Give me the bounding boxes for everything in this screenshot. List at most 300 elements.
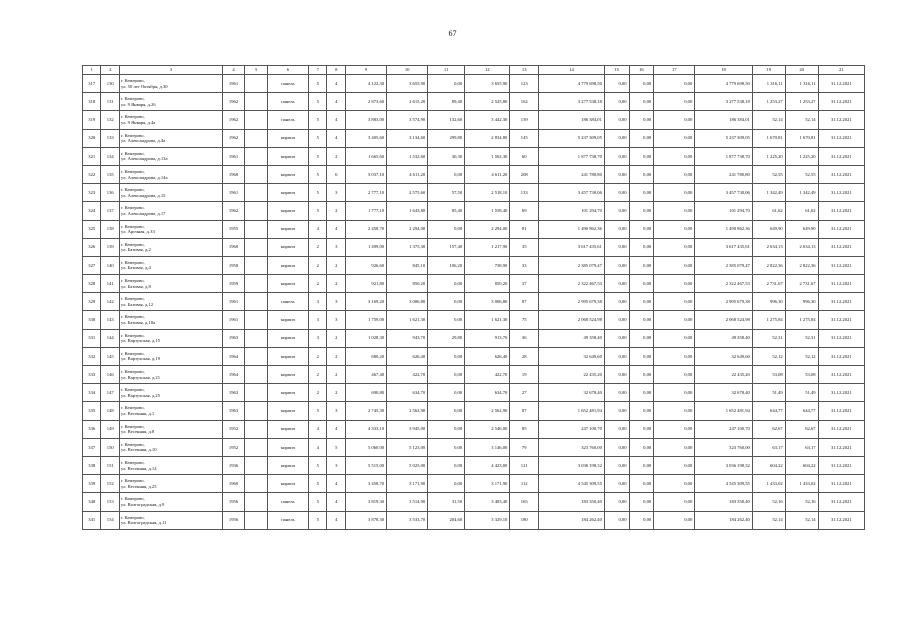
cell-floors: 3 bbox=[309, 293, 327, 311]
cell-living-area: 1 621,30 bbox=[387, 311, 428, 329]
cell-cost-total: 183 350,40 bbox=[539, 493, 605, 511]
table-row bbox=[83, 384, 865, 402]
cell-floors: 5 bbox=[309, 402, 327, 420]
cell-cost-total: 186 384,01 bbox=[539, 111, 605, 129]
cell-deadline-date: 31.12.2021 bbox=[818, 184, 864, 202]
cell-cost-col-17: 0,00 bbox=[654, 220, 695, 238]
cell-cost-col-18: 3 036 198,32 bbox=[695, 456, 753, 474]
cell-cost-col-16: 0,00 bbox=[629, 438, 654, 456]
cell-cost-col-18: 32 649,60 bbox=[695, 347, 753, 365]
cell-unit-cost-20: 52,12 bbox=[785, 347, 818, 365]
cell-unit-cost-20: 61,62 bbox=[785, 202, 818, 220]
cell-residents: 133 bbox=[510, 184, 539, 202]
cell-total-area: 3 878,30 bbox=[345, 511, 386, 529]
cell-col-5 bbox=[245, 220, 268, 238]
cell-cost-total: 22 435,20 bbox=[539, 366, 605, 384]
address-city: г. Кемерово, bbox=[120, 114, 145, 120]
page-number: 67 bbox=[448, 29, 457, 38]
cell-col-5 bbox=[245, 511, 268, 529]
cell-residential-area: 3 006,80 bbox=[465, 293, 510, 311]
address-street: ул. Варзухская, д.19 bbox=[120, 356, 161, 362]
cell-unit-cost-19: 2 822,36 bbox=[752, 256, 785, 274]
cell-floors: 2 bbox=[309, 238, 327, 256]
cell-col-5 bbox=[245, 402, 268, 420]
cell-wall-material: кирпич bbox=[267, 438, 308, 456]
cell-total-area: 4 122,30 bbox=[345, 75, 386, 93]
cell-cost-col-15: 0,00 bbox=[604, 384, 629, 402]
cell-total-area: 1 499,00 bbox=[345, 238, 386, 256]
cell-address bbox=[119, 147, 222, 165]
cell-row-number: 331 bbox=[83, 329, 101, 347]
cell-cost-total: 241 780,80 bbox=[539, 165, 605, 183]
address-street: ул. Арочная, д.33 bbox=[120, 229, 155, 235]
cell-address bbox=[119, 366, 222, 384]
cell-unit-cost-20: 644,77 bbox=[785, 402, 818, 420]
cell-living-area: 2 562,90 bbox=[387, 402, 428, 420]
cell-cost-col-17: 0,00 bbox=[654, 238, 695, 256]
cell-cost-col-15: 0,00 bbox=[604, 111, 629, 129]
housing-register-table bbox=[82, 65, 865, 530]
cell-wall-material: кирпич bbox=[267, 384, 308, 402]
cell-cost-total: 2 995 679,38 bbox=[539, 293, 605, 311]
cell-total-area: 921,80 bbox=[345, 275, 386, 293]
cell-cost-col-15: 0,00 bbox=[604, 347, 629, 365]
cell-residential-area: 422,70 bbox=[465, 366, 510, 384]
cell-living-area: 5 123,00 bbox=[387, 438, 428, 456]
cell-floors: 2 bbox=[309, 275, 327, 293]
cell-unit-cost-19: 1 670,81 bbox=[752, 129, 785, 147]
cell-cost-total: 247 100,70 bbox=[539, 420, 605, 438]
cell-cost-col-17: 0,00 bbox=[654, 75, 695, 93]
cell-total-area: 2 745,30 bbox=[345, 402, 386, 420]
cell-row-number: 334 bbox=[83, 384, 101, 402]
cell-unit-cost-19: 51,49 bbox=[752, 384, 785, 402]
cell-object-id: 148 bbox=[101, 402, 119, 420]
cell-residents: 81 bbox=[510, 220, 539, 238]
address-city: г. Кемерово, bbox=[120, 168, 145, 174]
cell-cost-col-15: 0,00 bbox=[604, 475, 629, 493]
cell-entrances: 4 bbox=[327, 93, 345, 111]
cell-build-year: 1968 bbox=[222, 165, 245, 183]
cell-cost-col-15: 0,00 bbox=[604, 238, 629, 256]
cell-unit-cost-20: 2 634,13 bbox=[785, 238, 818, 256]
cell-floors: 5 bbox=[309, 75, 327, 93]
table-row bbox=[83, 111, 865, 129]
cell-entrances: 3 bbox=[327, 184, 345, 202]
cell-deadline-date: 31.12.2021 bbox=[818, 238, 864, 256]
cell-col-5 bbox=[245, 184, 268, 202]
cell-cost-col-17: 0,00 bbox=[654, 456, 695, 474]
cell-residential-area: 3 442,30 bbox=[465, 111, 510, 129]
address-city: г. Кемерово, bbox=[120, 96, 145, 102]
address-street: ул. Варзухская, д.21 bbox=[120, 374, 161, 380]
cell-residents: 165 bbox=[510, 493, 539, 511]
cell-cost-total: 32 678,40 bbox=[539, 384, 605, 402]
cell-row-number: 325 bbox=[83, 220, 101, 238]
cell-unit-cost-19: 52,14 bbox=[752, 111, 785, 129]
address-street: ул. Волгоградская, д.11 bbox=[120, 520, 167, 526]
cell-object-id: 142 bbox=[101, 293, 119, 311]
address-city: г. Кемерово, bbox=[120, 478, 145, 484]
cell-entrances: 2 bbox=[327, 256, 345, 274]
cell-object-id: 152 bbox=[101, 475, 119, 493]
cell-entrances: 6 bbox=[327, 165, 345, 183]
address-street: ул. Весенняя, д.10 bbox=[120, 447, 157, 453]
cell-build-year: 1964 bbox=[222, 347, 245, 365]
cell-cost-col-16: 0,00 bbox=[629, 475, 654, 493]
cell-cost-col-18: 183 350,40 bbox=[695, 493, 753, 511]
cell-col-5 bbox=[245, 293, 268, 311]
address-city: г. Кемерово, bbox=[120, 514, 145, 520]
cell-unit-cost-19: 61,62 bbox=[752, 202, 785, 220]
table-row bbox=[83, 129, 865, 147]
cell-cost-col-15: 0,00 bbox=[604, 438, 629, 456]
cell-total-area: 5 515,00 bbox=[345, 456, 386, 474]
cell-cost-col-17: 0,00 bbox=[654, 347, 695, 365]
cell-wall-material: кирпич bbox=[267, 129, 308, 147]
cell-wall-material: кирпич bbox=[267, 475, 308, 493]
cell-cost-col-15: 0,00 bbox=[604, 165, 629, 183]
cell-cost-col-16: 0,00 bbox=[629, 256, 654, 274]
cell-nonliving-area: 0,00 bbox=[428, 311, 465, 329]
cell-address bbox=[119, 202, 222, 220]
cell-build-year: 1952 bbox=[222, 420, 245, 438]
cell-unit-cost-20: 604,22 bbox=[785, 456, 818, 474]
cell-cost-col-18: 1 877 738,70 bbox=[695, 147, 753, 165]
cell-residential-area: 2 562,90 bbox=[465, 402, 510, 420]
cell-deadline-date: 31.12.2021 bbox=[818, 347, 864, 365]
cell-row-number: 322 bbox=[83, 165, 101, 183]
cell-residents: 27 bbox=[510, 384, 539, 402]
cell-col-5 bbox=[245, 275, 268, 293]
cell-object-id: 132 bbox=[101, 111, 119, 129]
cell-cost-col-16: 0,00 bbox=[629, 275, 654, 293]
cell-cost-col-16: 0,00 bbox=[629, 347, 654, 365]
address-city: г. Кемерово, bbox=[120, 296, 145, 302]
cell-address bbox=[119, 329, 222, 347]
cell-row-number: 339 bbox=[83, 475, 101, 493]
address-city: г. Кемерово, bbox=[120, 496, 145, 502]
column-number-2: 2 bbox=[101, 66, 119, 75]
cell-address bbox=[119, 511, 222, 529]
cell-living-area: 2 294,00 bbox=[387, 220, 428, 238]
table-row bbox=[83, 147, 865, 165]
cell-cost-col-17: 0,00 bbox=[654, 129, 695, 147]
cell-address bbox=[119, 256, 222, 274]
column-number-6: 6 bbox=[267, 66, 308, 75]
cell-residential-area: 2 294,00 bbox=[465, 220, 510, 238]
address-street: ул. Александрова, д.17 bbox=[120, 210, 166, 216]
cell-cost-col-18: 186 384,01 bbox=[695, 111, 753, 129]
cell-build-year: 1964 bbox=[222, 366, 245, 384]
cell-total-area: 1 665,60 bbox=[345, 147, 386, 165]
address-street: ул. Базовая, д.18а bbox=[120, 320, 156, 326]
cell-build-year: 1956 bbox=[222, 493, 245, 511]
table-row bbox=[83, 347, 865, 365]
cell-cost-col-17: 0,00 bbox=[654, 366, 695, 384]
address-city: г. Кемерово, bbox=[120, 459, 145, 465]
cell-nonliving-area: 0,00 bbox=[428, 402, 465, 420]
cell-deadline-date: 31.12.2021 bbox=[818, 293, 864, 311]
cell-deadline-date: 31.12.2021 bbox=[818, 420, 864, 438]
cell-cost-col-18: 1 490 862,36 bbox=[695, 220, 753, 238]
cell-nonliving-area: 0,00 bbox=[428, 347, 465, 365]
cell-col-5 bbox=[245, 202, 268, 220]
cell-nonliving-area: 30,30 bbox=[428, 147, 465, 165]
cell-total-area: 3 169,20 bbox=[345, 293, 386, 311]
cell-unit-cost-20: 1 225,20 bbox=[785, 147, 818, 165]
cell-unit-cost-20: 1 316,11 bbox=[785, 75, 818, 93]
cell-build-year: 1936 bbox=[222, 456, 245, 474]
cell-unit-cost-19: 63,17 bbox=[752, 438, 785, 456]
cell-col-5 bbox=[245, 311, 268, 329]
cell-object-id: 154 bbox=[101, 511, 119, 529]
cell-total-area: 1 759,00 bbox=[345, 311, 386, 329]
cell-build-year: 1962 bbox=[222, 129, 245, 147]
cell-residents: 139 bbox=[510, 111, 539, 129]
table-row bbox=[83, 493, 865, 511]
cell-floors: 2 bbox=[309, 384, 327, 402]
cell-residents: 85 bbox=[510, 420, 539, 438]
cell-unit-cost-19: 604,22 bbox=[752, 456, 785, 474]
cell-entrances: 3 bbox=[327, 293, 345, 311]
cell-total-area: 2 458,70 bbox=[345, 220, 386, 238]
cell-residential-area: 850,20 bbox=[465, 275, 510, 293]
cell-living-area: 3 006,80 bbox=[387, 293, 428, 311]
cell-cost-col-18: 1 652 481,94 bbox=[695, 402, 753, 420]
cell-residential-area: 3 483,40 bbox=[465, 493, 510, 511]
cell-living-area: 3 171,90 bbox=[387, 475, 428, 493]
cell-cost-col-17: 0,00 bbox=[654, 293, 695, 311]
cell-deadline-date: 31.12.2021 bbox=[818, 202, 864, 220]
column-number-1: 1 bbox=[83, 66, 101, 75]
cell-nonliving-area: 0,00 bbox=[428, 420, 465, 438]
cell-residential-area: 2 546,00 bbox=[465, 420, 510, 438]
cell-cost-col-15: 0,00 bbox=[604, 311, 629, 329]
cell-residential-area: 913,70 bbox=[465, 329, 510, 347]
cell-address bbox=[119, 456, 222, 474]
address-street: ул. Базовая, д.12 bbox=[120, 301, 154, 307]
cell-cost-col-18: 247 100,70 bbox=[695, 420, 753, 438]
cell-build-year: 1956 bbox=[222, 511, 245, 529]
cell-floors: 2 bbox=[309, 256, 327, 274]
cell-wall-material: панель bbox=[267, 111, 308, 129]
cell-nonliving-area: 0,00 bbox=[428, 293, 465, 311]
cell-row-number: 328 bbox=[83, 275, 101, 293]
cell-unit-cost-20: 52,14 bbox=[785, 511, 818, 529]
cell-col-5 bbox=[245, 329, 268, 347]
cell-residential-area: 4 423,00 bbox=[465, 456, 510, 474]
cell-cost-total: 3 457 730,06 bbox=[539, 184, 605, 202]
column-number-7: 7 bbox=[309, 66, 327, 75]
address-street: ул. Варзухская, д.15 bbox=[120, 338, 161, 344]
cell-build-year: 1961 bbox=[222, 75, 245, 93]
cell-wall-material: кирпич bbox=[267, 402, 308, 420]
cell-entrances: 4 bbox=[327, 111, 345, 129]
cell-row-number: 318 bbox=[83, 93, 101, 111]
cell-object-id: 145 bbox=[101, 347, 119, 365]
address-city: г. Кемерово, bbox=[120, 405, 145, 411]
address-street: ул. Весенняя, д.8 bbox=[120, 429, 155, 435]
table-row bbox=[83, 420, 865, 438]
cell-cost-total: 2 068 524,98 bbox=[539, 311, 605, 329]
cell-entrances: 3 bbox=[327, 402, 345, 420]
cell-entrances: 4 bbox=[327, 220, 345, 238]
cell-nonliving-area: 106,20 bbox=[428, 256, 465, 274]
cell-cost-col-17: 0,00 bbox=[654, 384, 695, 402]
cell-cost-col-16: 0,00 bbox=[629, 311, 654, 329]
cell-residents: 112 bbox=[510, 475, 539, 493]
cell-cost-col-15: 0,00 bbox=[604, 93, 629, 111]
cell-nonliving-area: 0,00 bbox=[428, 75, 465, 93]
cell-object-id: 131 bbox=[101, 93, 119, 111]
cell-address bbox=[119, 111, 222, 129]
cell-unit-cost-20: 996,30 bbox=[785, 293, 818, 311]
cell-residents: 36 bbox=[510, 329, 539, 347]
address-city: г. Кемерово, bbox=[120, 223, 145, 229]
cell-living-area: 2 615,20 bbox=[387, 93, 428, 111]
cell-residents: 121 bbox=[510, 456, 539, 474]
cell-total-area: 1 777,10 bbox=[345, 202, 386, 220]
cell-entrances: 2 bbox=[327, 347, 345, 365]
cell-address bbox=[119, 220, 222, 238]
cell-cost-col-18: 323 760,00 bbox=[695, 438, 753, 456]
cell-cost-col-18: 32 678,40 bbox=[695, 384, 753, 402]
address-city: г. Кемерово, bbox=[120, 369, 145, 374]
cell-residential-area: 2 518,10 bbox=[465, 184, 510, 202]
cell-object-id: 147 bbox=[101, 384, 119, 402]
cell-cost-total: 2 322 467,53 bbox=[539, 275, 605, 293]
cell-total-area: 680,20 bbox=[345, 347, 386, 365]
column-number-4: 4 bbox=[222, 66, 245, 75]
cell-cost-col-17: 0,00 bbox=[654, 165, 695, 183]
cell-cost-col-16: 0,00 bbox=[629, 75, 654, 93]
cell-address bbox=[119, 402, 222, 420]
cell-nonliving-area: 89,40 bbox=[428, 93, 465, 111]
table-row bbox=[83, 293, 865, 311]
table-row bbox=[83, 275, 865, 293]
cell-col-5 bbox=[245, 456, 268, 474]
cell-wall-material: кирпич bbox=[267, 311, 308, 329]
cell-unit-cost-19: 1 433,02 bbox=[752, 475, 785, 493]
cell-nonliving-area: 204,60 bbox=[428, 511, 465, 529]
cell-row-number: 336 bbox=[83, 420, 101, 438]
cell-entrances: 3 bbox=[327, 311, 345, 329]
cell-deadline-date: 31.12.2021 bbox=[818, 165, 864, 183]
cell-living-area: 1 643,80 bbox=[387, 202, 428, 220]
cell-object-id: 133 bbox=[101, 129, 119, 147]
address-street: ул. 9 Января, д.2б bbox=[120, 101, 156, 107]
cell-cost-col-15: 0,00 bbox=[604, 493, 629, 511]
cell-total-area: 926,60 bbox=[345, 256, 386, 274]
cell-row-number: 319 bbox=[83, 111, 101, 129]
cell-unit-cost-20: 52,14 bbox=[785, 111, 818, 129]
cell-col-5 bbox=[245, 420, 268, 438]
address-city: г. Кемерово, bbox=[120, 332, 145, 338]
table-row bbox=[83, 311, 865, 329]
cell-address bbox=[119, 493, 222, 511]
cell-unit-cost-19: 1 253,27 bbox=[752, 93, 785, 111]
cell-unit-cost-20: 52,31 bbox=[785, 329, 818, 347]
cell-cost-col-17: 0,00 bbox=[654, 329, 695, 347]
cell-object-id: 135 bbox=[101, 165, 119, 183]
address-city: г. Кемерово, bbox=[120, 387, 145, 393]
cell-unit-cost-20: 52,16 bbox=[785, 493, 818, 511]
cell-cost-col-17: 0,00 bbox=[654, 311, 695, 329]
cell-unit-cost-20: 63,17 bbox=[785, 438, 818, 456]
cell-address bbox=[119, 438, 222, 456]
cell-address bbox=[119, 238, 222, 256]
column-number-12: 12 bbox=[465, 66, 510, 75]
cell-cost-col-18: 2 385 079,47 bbox=[695, 256, 753, 274]
cell-cost-col-18: 4 545 309,55 bbox=[695, 475, 753, 493]
column-number-20: 20 bbox=[785, 66, 818, 75]
cell-wall-material: кирпич bbox=[267, 238, 308, 256]
cell-cost-col-17: 0,00 bbox=[654, 438, 695, 456]
cell-cost-col-18: 2 322 467,53 bbox=[695, 275, 753, 293]
cell-object-id: 137 bbox=[101, 202, 119, 220]
cell-wall-material: кирпич bbox=[267, 275, 308, 293]
cell-row-number: 332 bbox=[83, 347, 101, 365]
cell-entrances: 2 bbox=[327, 366, 345, 384]
cell-unit-cost-19: 1 342,49 bbox=[752, 184, 785, 202]
cell-residents: 87 bbox=[510, 293, 539, 311]
cell-living-area: 5 025,00 bbox=[387, 456, 428, 474]
cell-col-5 bbox=[245, 493, 268, 511]
address-street: ул. Александрова, д.14а bbox=[120, 174, 168, 180]
cell-living-area: 1 532,60 bbox=[387, 147, 428, 165]
cell-unit-cost-20: 649,90 bbox=[785, 220, 818, 238]
cell-living-area: 845,10 bbox=[387, 256, 428, 274]
cell-address bbox=[119, 184, 222, 202]
cell-deadline-date: 31.12.2021 bbox=[818, 256, 864, 274]
cell-build-year: 1959 bbox=[222, 275, 245, 293]
column-number-18: 18 bbox=[695, 66, 753, 75]
cell-cost-col-15: 0,00 bbox=[604, 456, 629, 474]
cell-build-year: 1961 bbox=[222, 293, 245, 311]
cell-cost-total: 3 036 198,32 bbox=[539, 456, 605, 474]
cell-row-number: 341 bbox=[83, 511, 101, 529]
cell-living-area: 4 611,20 bbox=[387, 165, 428, 183]
cell-object-id: 134 bbox=[101, 147, 119, 165]
cell-wall-material: кирпич bbox=[267, 256, 308, 274]
cell-build-year: 1962 bbox=[222, 202, 245, 220]
cell-cost-col-16: 0,00 bbox=[629, 111, 654, 129]
table-row bbox=[83, 202, 865, 220]
cell-cost-col-18: 5 237 309,05 bbox=[695, 129, 753, 147]
cell-entrances: 2 bbox=[327, 329, 345, 347]
cell-residential-area: 1 621,30 bbox=[465, 311, 510, 329]
cell-unit-cost-19: 52,31 bbox=[752, 329, 785, 347]
cell-unit-cost-20: 1 670,81 bbox=[785, 129, 818, 147]
cell-cost-col-16: 0,00 bbox=[629, 511, 654, 529]
cell-nonliving-area: 0,00 bbox=[428, 366, 465, 384]
cell-cost-col-17: 0,00 bbox=[654, 111, 695, 129]
cell-nonliving-area: 57,50 bbox=[428, 184, 465, 202]
cell-residential-area: 626,40 bbox=[465, 347, 510, 365]
cell-deadline-date: 31.12.2021 bbox=[818, 111, 864, 129]
cell-cost-col-15: 0,00 bbox=[604, 329, 629, 347]
table-row bbox=[83, 329, 865, 347]
cell-cost-col-18: 49 358,40 bbox=[695, 329, 753, 347]
cell-cost-col-15: 0,00 bbox=[604, 256, 629, 274]
cell-total-area: 5 060,00 bbox=[345, 438, 386, 456]
cell-cost-col-16: 0,00 bbox=[629, 147, 654, 165]
table-row bbox=[83, 220, 865, 238]
cell-col-5 bbox=[245, 347, 268, 365]
cell-object-id: 130 bbox=[101, 75, 119, 93]
cell-floors: 5 bbox=[309, 111, 327, 129]
